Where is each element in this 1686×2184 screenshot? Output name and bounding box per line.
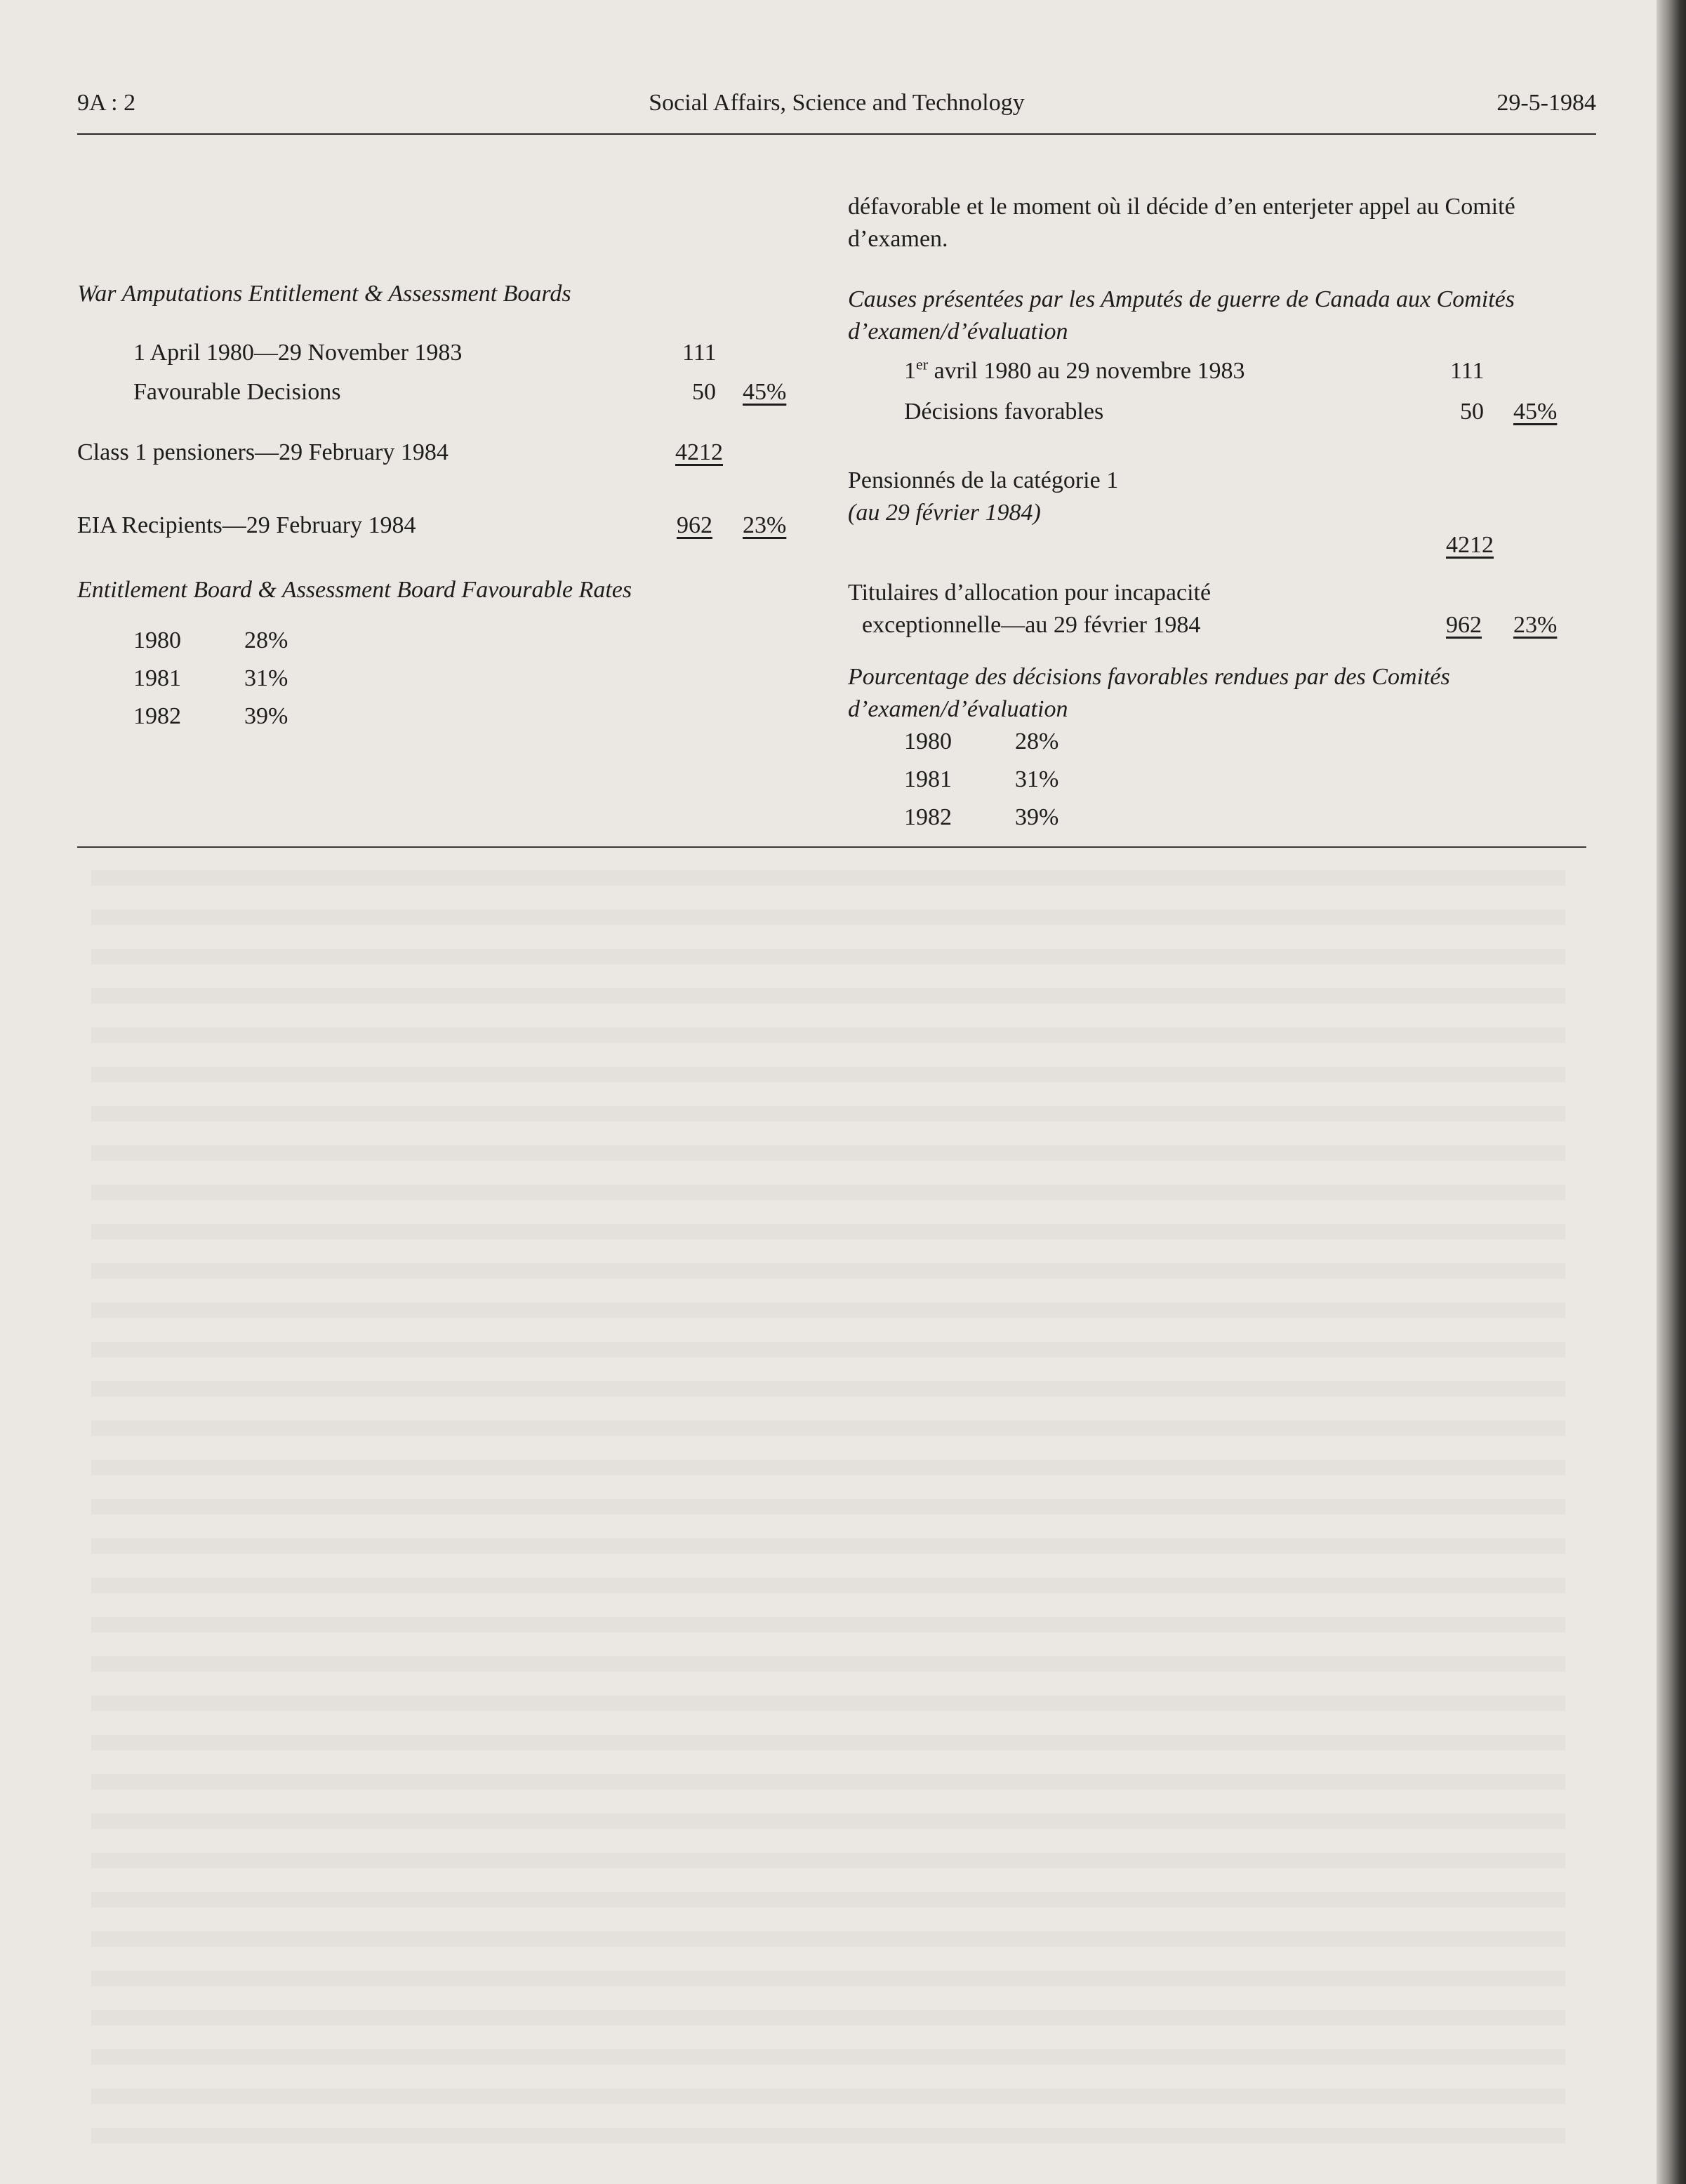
class1-label: Pensionnés de la catégorie 1 — [848, 467, 1119, 493]
rate-row — [77, 625, 797, 662]
causes-heading: Causes présentées par les Amputés de guerre de Canada aux Comités d’examen/d’évaluation — [848, 286, 1515, 345]
class1-label: Class 1 pensioners—29 February 1984 — [77, 439, 449, 465]
period-row — [848, 355, 1584, 387]
favourable-percent: 45% — [743, 379, 787, 405]
page-header — [77, 87, 1596, 126]
favourable-rates-heading: Entitlement Board & Assessment Board Favourable Rates — [77, 577, 632, 603]
binding-edge — [1657, 0, 1686, 2184]
war-amputations-heading: War Amputations Entitlement & Assessment Boards — [77, 281, 571, 307]
rate-year: 1982 — [133, 703, 181, 729]
english-column — [77, 191, 797, 738]
section-end-rule — [77, 846, 1586, 848]
favourable-row — [77, 376, 797, 408]
pourcentage-heading: Pourcentage des décisions favorables rendues par des Comités d’examen/d’évaluation — [848, 664, 1450, 722]
period-value: 111 — [682, 340, 717, 366]
rate-row — [77, 700, 797, 738]
eia-percent: 23% — [743, 512, 787, 538]
class1-row — [848, 465, 1584, 497]
class1-row — [77, 437, 797, 469]
period-label: 1 April 1980—29 November 1983 — [133, 340, 463, 366]
rate-value: 28% — [244, 627, 288, 653]
favourable-label: Décisions favorables — [904, 399, 1104, 425]
period-row — [77, 337, 797, 369]
eia-percent: 23% — [1513, 612, 1558, 638]
favourable-value: 50 — [692, 379, 716, 405]
header-date: 29-5-1984 — [1496, 90, 1596, 116]
rate-value: 39% — [244, 703, 288, 729]
period-label: 1er avril 1980 au 29 novembre 1983 — [904, 355, 1245, 384]
running-title: Social Affairs, Science and Technology — [649, 90, 1025, 116]
class1-value: 4212 — [1446, 532, 1494, 558]
rate-value: 31% — [244, 665, 288, 691]
rate-year: 1981 — [133, 665, 181, 691]
eia-label-line2: exceptionnelle—au 29 février 1984 — [862, 612, 1201, 638]
rate-row — [848, 726, 1584, 764]
rate-year: 1980 — [904, 728, 952, 754]
eia-label: EIA Recipients—29 February 1984 — [77, 512, 416, 538]
favourable-percent: 45% — [1513, 399, 1558, 425]
class1-sub: (au 29 février 1984) — [848, 500, 1041, 526]
rate-value: 28% — [1015, 728, 1059, 754]
page-number: 9A : 2 — [77, 90, 136, 116]
rate-row — [848, 764, 1584, 801]
eia-value: 962 — [1446, 612, 1482, 638]
rate-value: 39% — [1015, 804, 1059, 830]
eia-label-line1: Titulaires d’allocation pour incapacité — [848, 580, 1212, 606]
favourable-value: 50 — [1460, 399, 1484, 425]
rate-year: 1981 — [904, 766, 952, 792]
favourable-label: Favourable Decisions — [133, 379, 341, 405]
french-column — [848, 191, 1584, 839]
class1-value-row — [848, 529, 1584, 561]
rate-year: 1980 — [133, 627, 181, 653]
eia-row — [848, 577, 1584, 609]
header-rule — [77, 133, 1596, 135]
rate-row — [848, 801, 1584, 839]
period-value: 111 — [1450, 358, 1485, 384]
class1-value: 4212 — [675, 439, 723, 465]
rate-value: 31% — [1015, 766, 1059, 792]
bleed-through-area — [91, 870, 1565, 2148]
rate-year: 1982 — [904, 804, 952, 830]
eia-row — [77, 510, 797, 542]
class1-sub-row — [848, 497, 1584, 529]
eia-value: 962 — [677, 512, 712, 538]
eia-row-2 — [848, 609, 1584, 641]
continuation-text: défavorable et le moment où il décide d’en enterjeter appel au Comité d’examen. — [848, 194, 1515, 252]
rate-row — [77, 662, 797, 700]
favourable-row — [848, 396, 1584, 428]
